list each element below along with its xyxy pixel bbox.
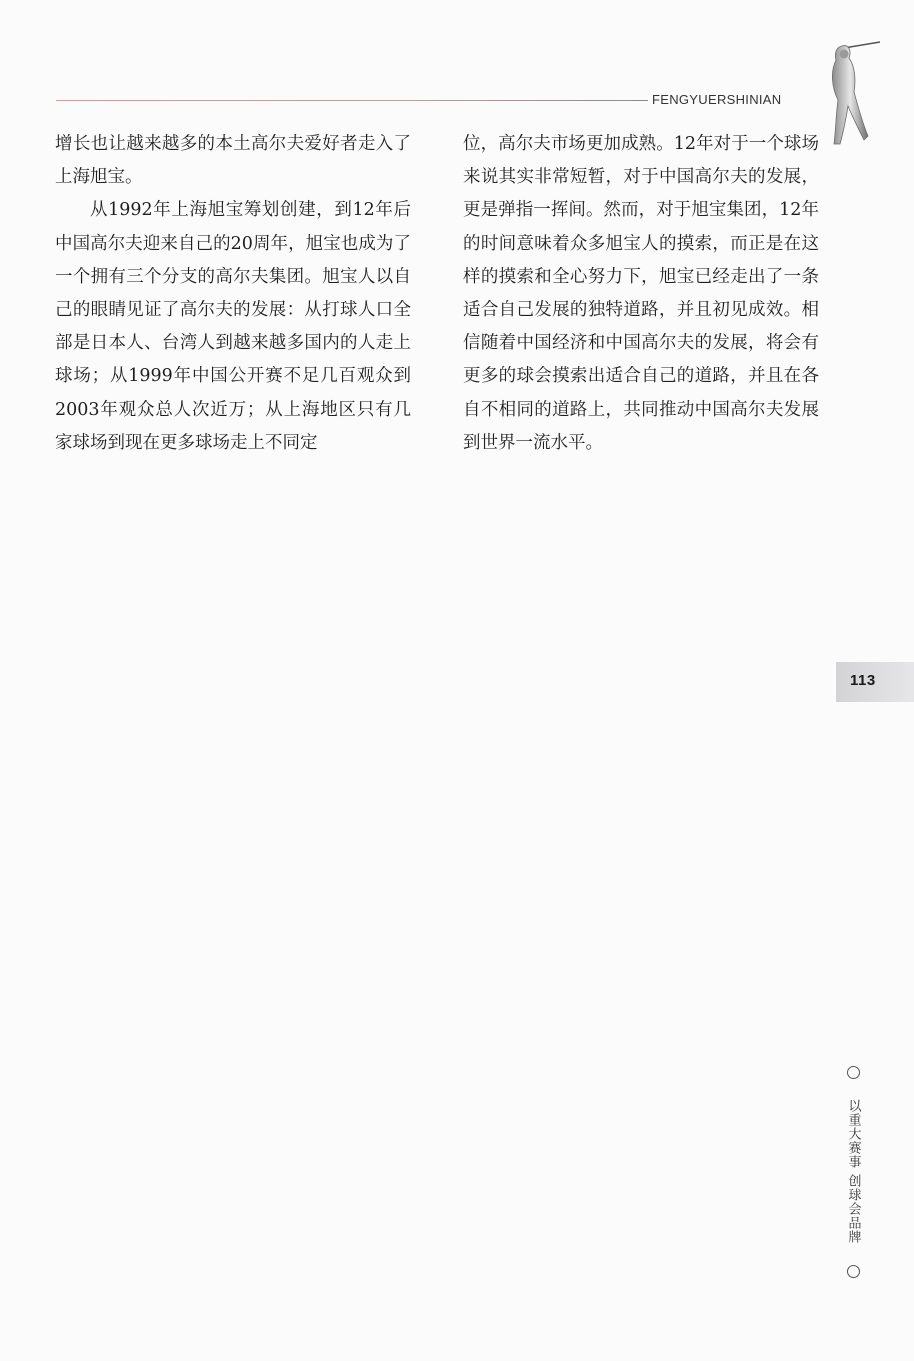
- side-caption: [842, 1066, 864, 1286]
- header-rule: [56, 100, 648, 101]
- paragraph: 从1992年上海旭宝筹划创建，到12年后中国高尔夫迎来自己的20周年，旭宝也成为了一个拥有三个分支的高尔夫集团。旭宝人以自己的眼睛见证了高尔夫的发展：从打球人口全部是日本人、台湾人到越来越多国内的人走上球场；从1999年中国公开赛不足几百观众到2003年观众总人次近万；从上海地区只有几家球场到现在更多球场走上不同定: [55, 200, 411, 453]
- circle-icon: [847, 1066, 860, 1079]
- side-caption-text: 以重大赛事 创球会品牌: [845, 1099, 861, 1245]
- circle-icon: [847, 1265, 860, 1278]
- running-title: FENGYUERSHINIAN: [652, 92, 782, 107]
- golfer-illustration: [822, 40, 882, 152]
- paragraph: 增长也让越来越多的本土高尔夫爱好者走入了上海旭宝。: [55, 134, 411, 188]
- paragraph: 位，高尔夫市场更加成熟。12年对于一个球场来说其实非常短暂，对于中国高尔夫的发展，更是弹指一挥间。然而，对于旭宝集团，12年的时间意味着众多旭宝人的摸索，而正是在这样的摸索和全心努力下，旭宝已经走出了一条适合自己发展的独特道路，并且初见成效。相信随着中国经济和中国高尔夫的发展，将会有更多的球会摸索出适合自己的道路，并且在各自不相同的道路上，共同推动中国高尔夫发展到世界一流水平。: [463, 134, 819, 453]
- page-number: 113: [850, 672, 876, 689]
- left-column: [55, 128, 411, 460]
- page-number-tab: [836, 662, 914, 702]
- right-column: [463, 128, 819, 460]
